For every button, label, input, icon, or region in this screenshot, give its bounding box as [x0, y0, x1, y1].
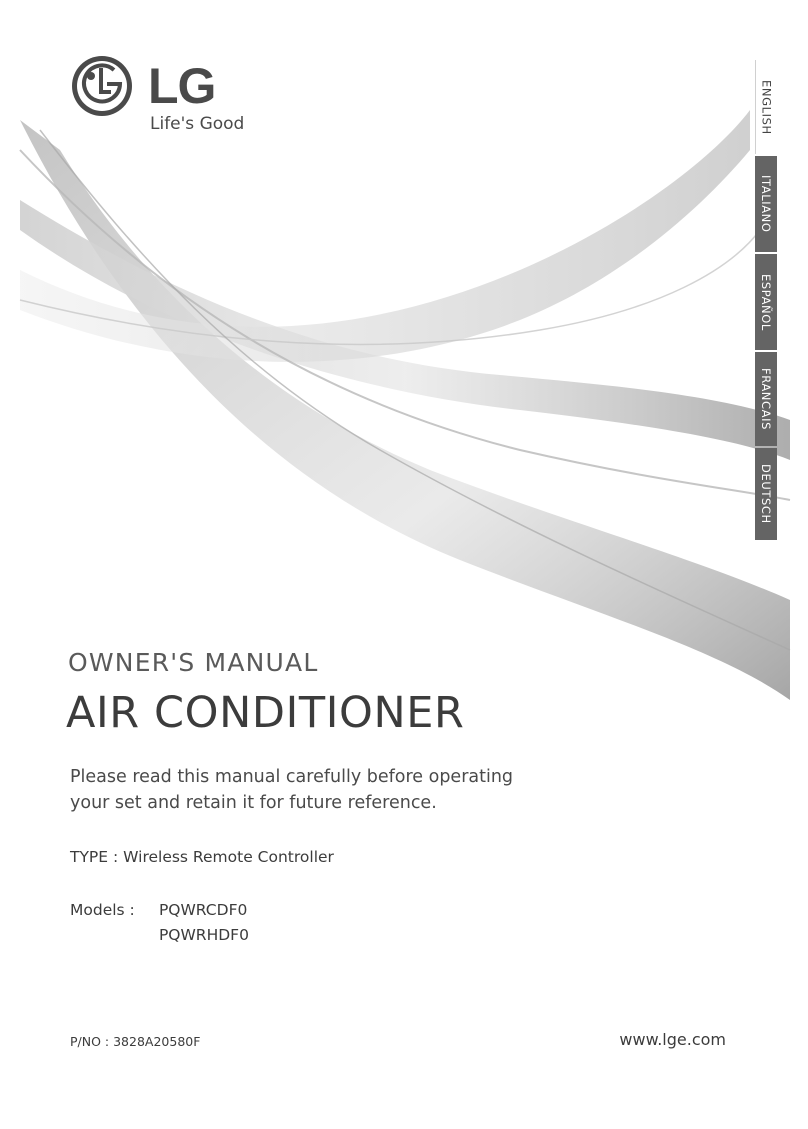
models-label: Models : [70, 901, 135, 919]
tab-espanol[interactable]: ESPAÑOL [755, 254, 777, 350]
reading-notice-line: your set and retain it for future reference. [70, 793, 437, 813]
language-tabs [755, 60, 777, 542]
tab-francais[interactable]: FRANCAIS [755, 352, 777, 446]
tab-italiano[interactable]: ITALIANO [755, 156, 777, 252]
model-numbers [70, 898, 249, 948]
models-list [159, 898, 249, 948]
reading-notice [70, 764, 590, 816]
manual-title: AIR CONDITIONER [66, 688, 465, 738]
reading-notice-line: Please read this manual carefully before operating [70, 767, 514, 787]
brand-tagline: Life's Good [150, 114, 245, 134]
lg-logo [70, 54, 270, 144]
tab-english[interactable]: ENGLISH [755, 60, 777, 154]
part-number: P/NO : 3828A20580F [70, 1034, 201, 1049]
product-type: TYPE : Wireless Remote Controller [70, 848, 334, 866]
manual-subtitle: OWNER'S MANUAL [68, 648, 319, 677]
tab-deutsch[interactable]: DEUTSCH [755, 448, 777, 540]
model-number: PQWRHDF0 [158, 926, 249, 944]
lg-face-logo-icon [70, 54, 134, 118]
model-number: PQWRCDF0 [158, 901, 248, 919]
brand-name: LG [148, 58, 216, 114]
website-link[interactable]: www.lge.com [619, 1030, 726, 1049]
